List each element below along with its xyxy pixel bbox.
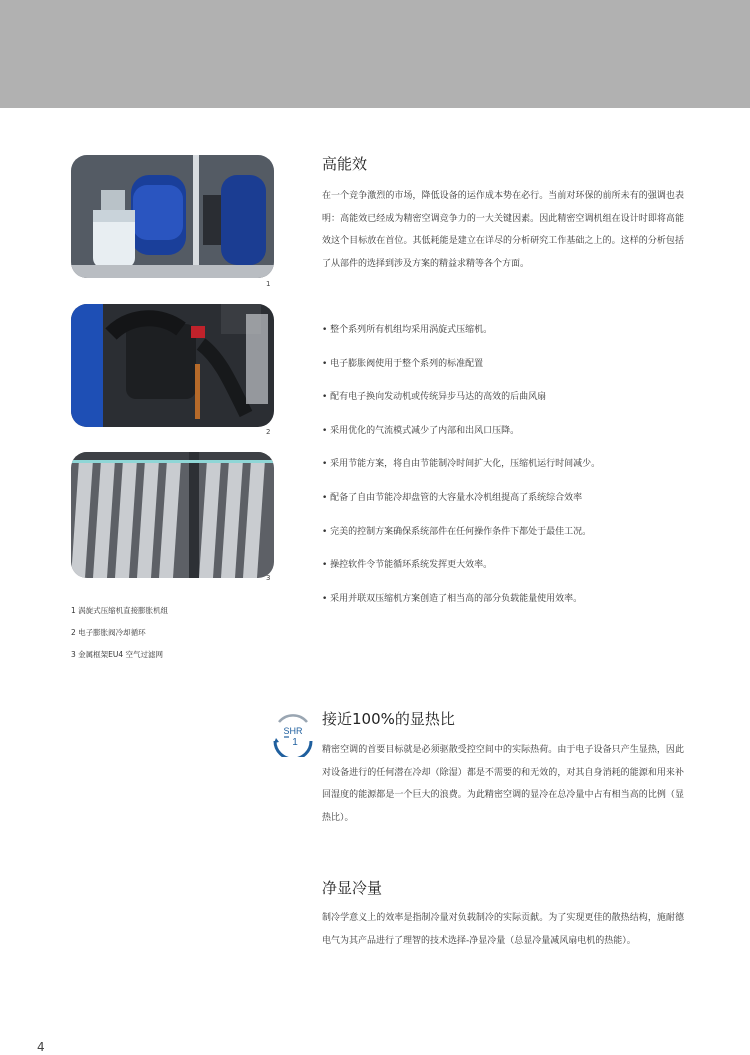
list-item: • 采用优化的气流模式减少了内部和出风口压降。 [322, 425, 520, 436]
photo-air-filter [71, 452, 274, 578]
list-item: • 操控软件令节能循环系统发挥更大效率。 [322, 560, 493, 571]
list-item: • 配备了自由节能冷却盘管的大容量水冷机组提高了系统综合效率 [322, 492, 583, 503]
page-number: 4 [37, 1040, 45, 1054]
paragraph-shr: 精密空调的首要目标就是必须驱散受控空间中的实际热荷。由于电子设备只产生显热，因此对设备进行的任何潜在冷却（除湿）都是不需要的和无效的，对其自身消耗的能源和用来补回湿度的能源都是一个巨大的浪费。为此精密空调的显冷在总冷量中占有相当高的比例（显热比）。 [322, 745, 684, 823]
caption-2: 2 电子膨胀阀冷却循环 [71, 628, 146, 637]
photo-number-3: 3 [266, 574, 271, 582]
shr-icon [270, 711, 316, 757]
section-title-high-efficiency: 高能效 [322, 155, 368, 173]
list-item: • 配有电子换向发动机或传统异步马达的高效的后曲风扇 [322, 392, 547, 403]
shr-icon-value: 1 [292, 737, 298, 748]
photo-number-1: 1 [266, 280, 271, 288]
list-item: • 完美的控制方案确保系统部件在任何操作条件下都处于最佳工况。 [322, 526, 592, 537]
caption-3: 3 金属框架EU4 空气过滤网 [71, 650, 164, 659]
shr-icon-label: SHR [283, 726, 303, 736]
photo-number-2: 2 [266, 428, 271, 436]
paragraph-high-efficiency: 在一个竞争激烈的市场，降低设备的运作成本势在必行。当前对环保的前所未有的强调也表明：高能效已经成为精密空调竞争力的一大关键因素。因此精密空调机组在设计时即将高能效这个目标放在首位。其低耗能是建立在详尽的分析研究工作基础之上的。这样的分析包括了从部件的选择到涉及方案的精益求精等各个方面。 [322, 191, 684, 269]
list-item: • 电子膨胀阀使用于整个系列的标准配置 [322, 358, 484, 369]
section-title-net-cooling: 净显冷量 [322, 879, 383, 897]
photo-expansion-valve [71, 304, 274, 427]
list-item: • 整个系列所有机组均采用涡旋式压缩机。 [322, 325, 493, 335]
photo-scroll-compressor [71, 155, 274, 278]
caption-1: 1 涡旋式压缩机直接膨胀机组 [71, 606, 169, 615]
photo-captions [71, 606, 168, 672]
section-title-shr: 接近100%的显热比 [322, 710, 455, 728]
list-item: • 采用并联双压缩机方案创造了相当高的部分负载能量使用效率。 [322, 593, 583, 604]
paragraph-net-cooling: 制冷学意义上的效率是指制冷量对负载制冷的实际贡献。为了实现更佳的散热结构，施耐德电气为其产品进行了理智的技术选择-净显冷量（总显冷量减风扇电机的热能）。 [322, 913, 684, 946]
header-band [0, 0, 750, 108]
bullet-list-efficiency [322, 319, 702, 621]
list-item: • 采用节能方案，将自由节能制冷时间扩大化，压缩机运行时间减少。 [322, 459, 601, 470]
